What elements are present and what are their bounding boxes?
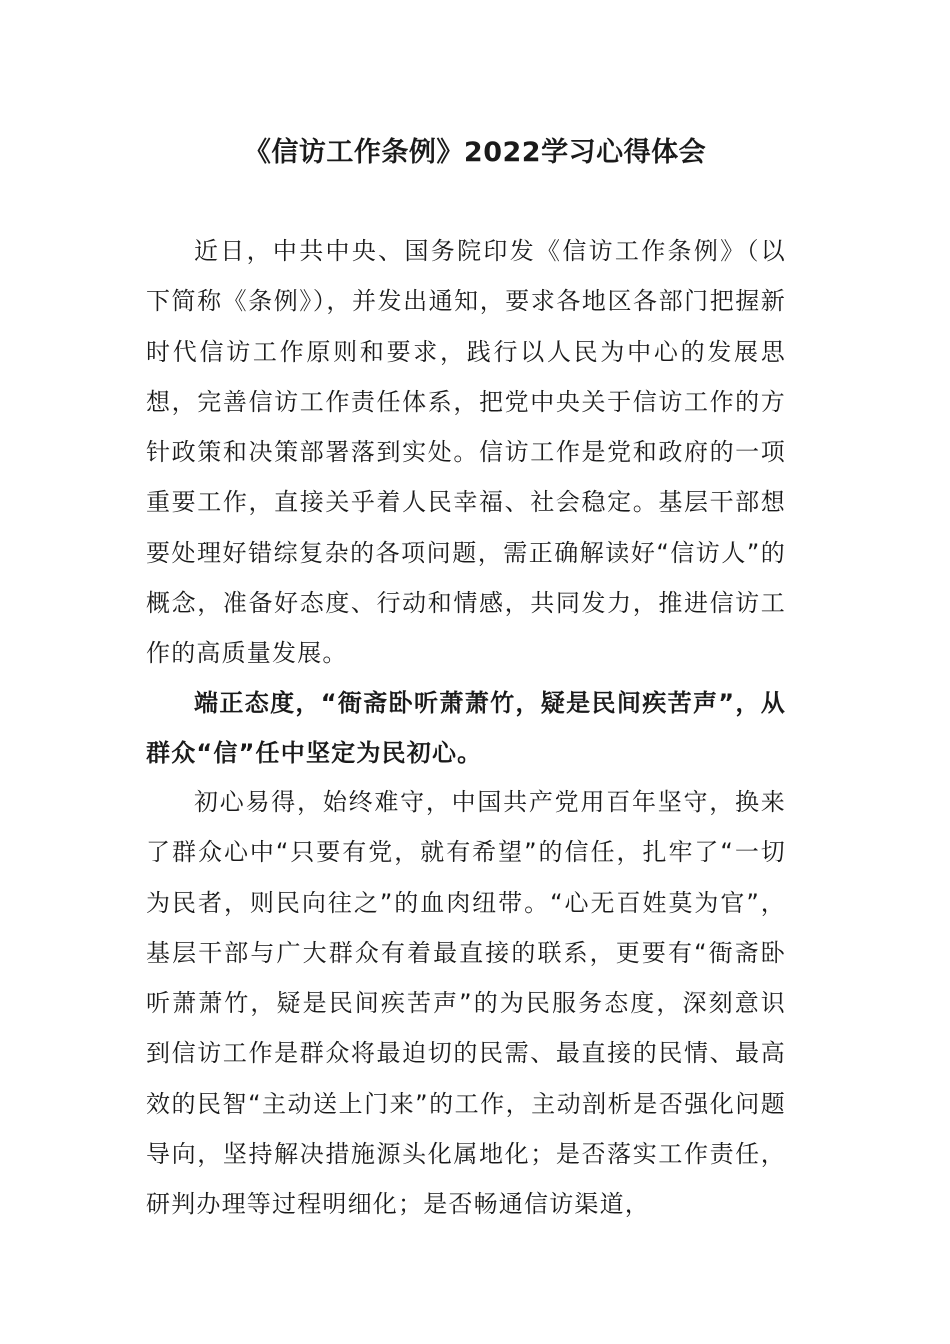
body-paragraph: 初心易得，始终难守，中国共产党用百年坚守，换来了群众心中“只要有党，就有希望”的信任，扎牢了“一切为民者，则民向往之”的血肉纽带。“心无百姓莫为官”，基层干部与广大群众有着最直接的联系，更要有“衙斋卧听萧萧竹，疑是民间疾苦声”的为民服务态度，深刻意识到信访工作是群众将最迫切的民需、最直接的民情、最高效的民智“主动送上门来”的工作，主动剖析是否强化问题导向，坚持解决措施源头化属地化；是否落实工作责任，研判办理等过程明细化；是否畅通信访渠道，: [146, 788, 786, 1219]
intro-paragraph: 近日，中共中央、国务院印发《信访工作条例》（以下简称《条例》），并发出通知，要求各地区各部门把握新时代信访工作原则和要求，践行以人民为中心的发展思想，完善信访工作责任体系，把党中央关于信访工作的方针政策和决策部署落到实处。信访工作是党和政府的一项重要工作，直接关乎着人民幸福、社会稳定。基层干部想要处理好错综复杂的各项问题，需正确解读好“信访人”的概念，准备好态度、行动和情感，共同发力，推进信访工作的高质量发展。: [146, 237, 786, 668]
section-heading: 端正态度，“衙斋卧听萧萧竹，疑是民间疾苦声”，从群众“信”任中坚定为民初心。: [146, 689, 786, 768]
document-title: 《信访工作条例》2022学习心得体会: [243, 137, 707, 168]
